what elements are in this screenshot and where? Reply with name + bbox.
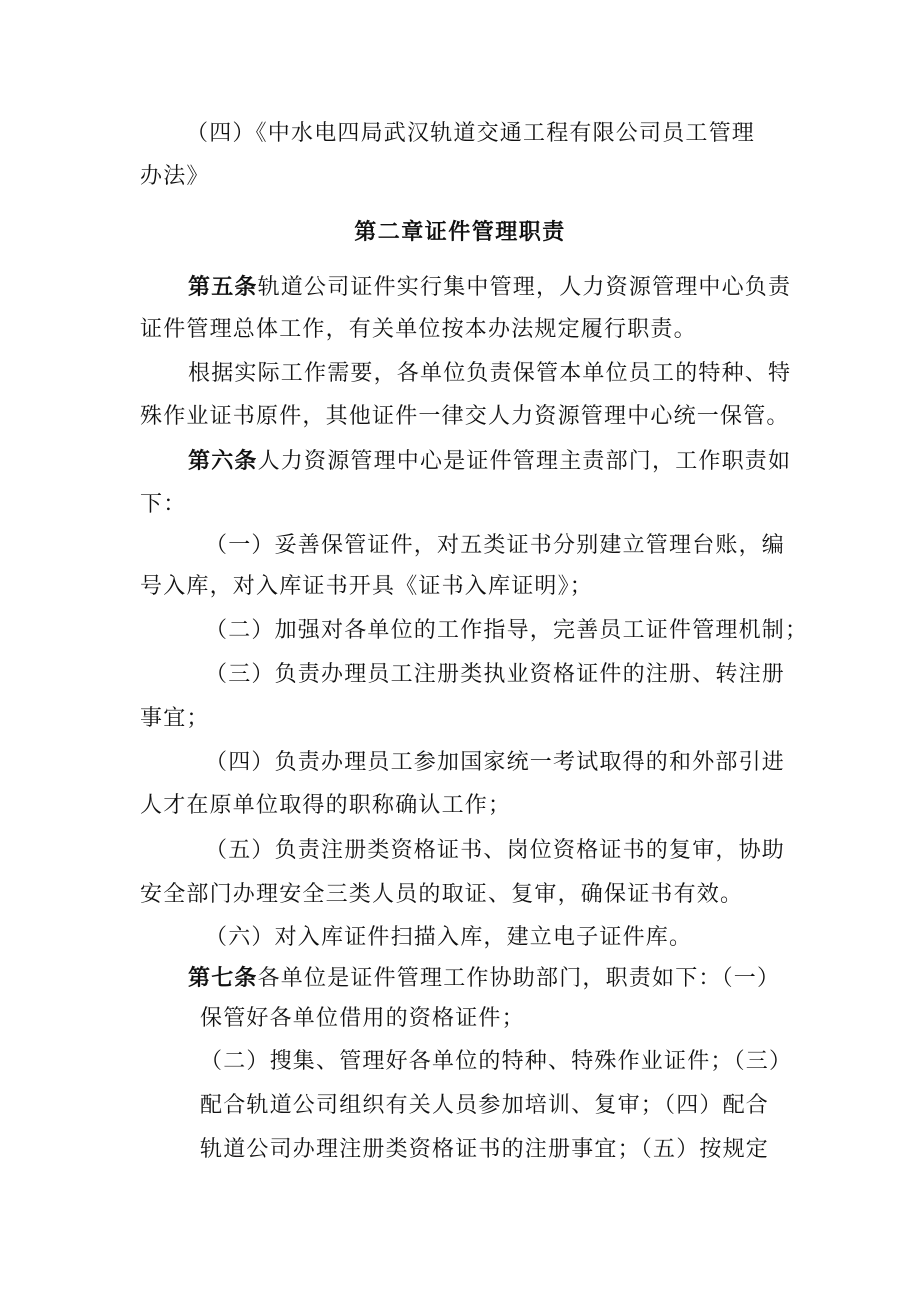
article6-item4-line2: 人才在原单位取得的职称确认工作； (140, 793, 512, 818)
article6-item3-line2: 事宜； (140, 706, 210, 731)
article7-line1-text: 各单位是证件管理工作协助部门，职责如下：（一） (257, 966, 781, 991)
article7-line4: 配合轨道公司组织有关人员参加培训、复审；（四）配合 (200, 1093, 770, 1118)
article5-line2: 证件管理总体工作，有关单位按本办法规定履行职责。 (140, 317, 697, 342)
article7-line2: 保管好各单位借用的资格证件； (200, 1006, 525, 1031)
item4-law-line1: （四）《中水电四局武汉轨道交通工程有限公司员工管理 (186, 121, 756, 146)
article6-line1 (188, 446, 791, 477)
article7-line5: 轨道公司办理注册类资格证书的注册事宜；（五）按规定 (200, 1137, 770, 1162)
article6-item6-line1: （六）对入库证件扫描入库，建立电子证件库。 (205, 925, 693, 950)
article6-line1-text: 人力资源管理中心是证件管理主责部门，工作职责如 (257, 449, 792, 474)
article7-line1 (188, 963, 780, 994)
article6-item3-line1: （三）负责办理员工注册类执业资格证件的注册、转注册 (205, 662, 786, 687)
article5-para2-line1: 根据实际工作需要，各单位负责保管本单位员工的特种、特 (188, 361, 792, 386)
article6-item5-line2: 安全部门办理安全三类人员的取证、复审，确保证书有效。 (140, 882, 744, 907)
article6-label: 第六条 (188, 448, 258, 474)
article5-line1 (188, 272, 791, 303)
article7-line3: （二）搜集、管理好各单位的特种、特殊作业证件；（三） (200, 1049, 793, 1074)
chapter-title: 第二章证件管理职责 (354, 219, 566, 245)
article5-label: 第五条 (188, 274, 258, 300)
article5-para2-line2: 殊作业证书原件，其他证件一律交人力资源管理中心统一保管。 (140, 404, 790, 429)
article6-item2-line1: （二）加强对各单位的工作指导，完善员工证件管理机制； (205, 618, 809, 643)
article6-item5-line1: （五）负责注册类资格证书、岗位资格证书的复审，协助 (205, 838, 786, 863)
article6-item1-line1: （一）妥善保管证件，对五类证书分别建立管理台账，编 (205, 533, 786, 558)
article6-item4-line1: （四）负责办理员工参加国家统一考试取得的和外部引进 (205, 750, 786, 775)
item4-law-line2: 办法》 (140, 164, 210, 189)
article5-line1-text: 轨道公司证件实行集中管理，人力资源管理中心负责 (257, 275, 792, 300)
article6-line2: 下： (140, 492, 187, 517)
article6-item1-line2: 号入库，对入库证书开具《证书入库证明》； (140, 574, 594, 599)
article7-label: 第七条 (188, 965, 258, 991)
